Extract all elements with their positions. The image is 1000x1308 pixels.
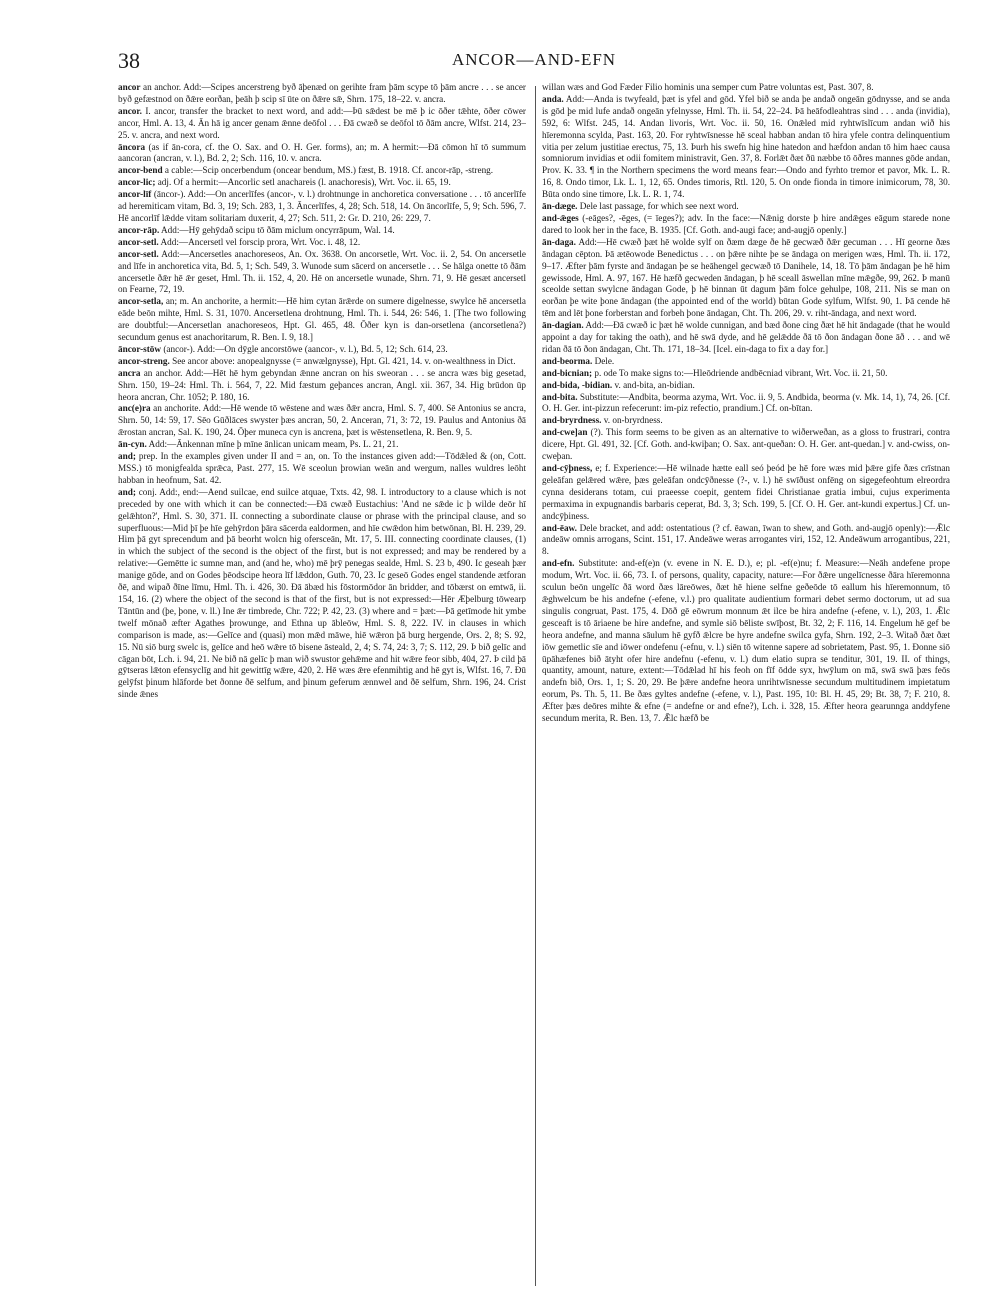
entry-text: Add:—Hē cwæð þæt hē wolde sylf on ðæm dæge ðe hē gecwæð ðǣr gecuman . . . Hī georne ðæs āndagan cēpton. Þā ætēowode Benedictus . . . on þǣre nihte þe se āndaga on merigen wæs, Hml. Th. ii. 172, 9–17. Æfter þām fyrste and āndagan þe se heāhengel gecwæð tō Danihele, 14, 18. Tō þām āndagan þe hē him gewissode, Hml. A. 97, 167. Hē hæfð gecweden āndagan, þ hē sceall āswellan mīne mǣgðe, 99, 262. Þ manū sceolde settan swylcne āndagan Gode, þ hē binnan ūt dagum þām folce gehulpe, 108, 211. Nis se man on eorðan þe wite þone āndagan (the appointed end of the world) būtan Gode sylfum, Wlfst. 90, 1. Þā cende hē tēm and lēt þone forberstan and forbeh þone āndagan, Cht. Th. 206, 29. v. riht-āndaga, and next word. [542,236,950,319]
dictionary-entry [542,237,950,320]
entry-text: Add:—Hȳ gehȳdað scipu tō ðām miclum oncyrrāpum, Wal. 14. [159,224,395,235]
dictionary-entry [118,189,526,225]
entry-headword: and-ǣges [542,212,579,223]
entry-text: Add:—Anda is twyfeald, þæt is yfel and gōd. Yfel bið se anda þe andað ongeān gōdnysse, and se anda is gōd þe mid lufe andað ongeān yfelnysse, Hml. Th. ii. 54, 22–24. Þā heāfodleahtras sind . . . anda (invidia), 592, 6: Wlfst. 245, 14. Andan livoris, Wrt. Voc. ii. 50, 16. Onǣled mid ryhtwīslīcum andan wið his hīeremonna scylda, Past. 163, 20. For ryhtwīsnesse hē sceal habban andan tō hira yfele contra delinquentium vitia per zelum justitiae erectus, 75, 13. Þurh his swefn hig hine hatedon and hæfdon andan tō him haec causa somniorum invidias et odii fomitem ministravit, Gen. 37, 8. Forlǣt ðæt ðū næbbe tō ōðres mannes gōde andan, Prov. K. 33. ¶ in the Northern specimens the word means fear:—Ondo and fyrhto tremor et pavor, Mk. L. R. 16, 8. Ondo timor, Lk. L. 1, 12, 65. Ondes timoris, Rtl. 120, 5. On onde fionda in timore inimicorum, 78, 30. Būta ondo sine timore, Lk. L. R. 1, 74. [542,93,950,200]
dictionary-entry [542,463,950,523]
dictionary-entry [118,106,526,142]
dictionary-entry [542,320,950,356]
entry-headword: and; [118,486,136,497]
dictionary-entry [542,82,950,94]
entry-headword: ancor-setl. [118,248,159,259]
left-column [118,82,526,1292]
running-title: ANCOR—AND-EFN [451,50,617,69]
entry-text: p. ode To make signs to:—Hleōdriende andbēcniad vibrant, Wrt. Voc. ii. 21, 50. [592,367,888,378]
dictionary-entry [542,94,950,201]
dictionary-entry [542,213,950,237]
entry-headword: and-ēaw. [542,522,577,533]
entry-headword: and-cwe]an [542,427,588,438]
dictionary-entry [542,201,950,213]
dictionary-entry [118,82,526,106]
dictionary-entry [118,451,526,487]
dictionary-entry [118,403,526,439]
entry-text: an anchor. Add:—Scipes ancerstreng byð āþenæd on gerihte fram þām scype tō þām ancre . . . se ancer byð gefæstnod on ðǣre eorðan, þeāh þ scip sī ūte on ðǣre sǣ, Shrn. 175, 18–22. v. ancra. [118,82,526,104]
entry-headword: and-beorma. [542,355,593,366]
entry-headword: and-efn. [542,558,575,569]
entry-headword: ancor. [118,105,142,116]
dictionary-entry [118,165,526,177]
entry-text: (ancor-). Add:—On dȳgle ancorstōwe (aancor-, v. l.), Bd. 5, 12; Sch. 614, 23. [161,343,448,354]
entry-text: a cable:—Scip oncerbendum (oncear bendum, MS.) fæst, B. 1918. Cf. ancor-rāp, -streng. [162,165,494,176]
entry-text: an anchorite. Add:—Hē wende tō wēstene and wæs ðǣr ancra, Hml. S. 7, 400. Sē Antonius se ancra, Shrn. 50, 14: 59, 17. Sēo Gūðlāces swyster þæs ancran, 50, 2. Anceran, 71, 3: 72, 19. Paulus and Antonius ðā ǣrostan ancran, Sal. K. 190, 24. Ōþer muneca cyn is ancrena, þæt is wēstensetlena, R. Ben. 9, 5. [118,403,526,438]
right-column [542,82,950,1292]
dictionary-entry [118,225,526,237]
entry-text: e; f. Experience:—Hē wilnade hætte eall seó þeód þe hē fore wæs mid þǣre gife ðæs crīstnan geleāfan gelǣred wǣre, þæs geleāfan ondcȳðnesse (?-, v. l.) hē swīðust onfēng on sigegefeohtum elreordra cynna desiderans totam, cui praeesse coepit, gentem fidei Christianae gratia imbui, cujus experimenta permaxima in expugnandis barbaris ceperat, Bd. 3, 3; Sch. 199, 5. [Cf. O. H. Ger. ant-kundi expertus.] Cf. un-andcȳþiness. [542,463,950,521]
entry-text: Substitute:—Andbita, beorma azyma, Wrt. Voc. ii. 9, 5. Andbida, beorma (v. Mk. 14, 1), 74, 26. [Cf. O. H. Ger. int-pizzun refecerunt: im-piz refectio, prandium.] Cf. on-bītan. [542,391,950,414]
entry-text: v. on-bryrdness. [601,415,663,426]
entry-text: (as if ān-cora, cf. the O. Sax. and O. H. Ger. forms), an; m. A hermit:—Ðā cōmon hī tō summum aancoran (ancran, v. l.), Bd. 2, 2; Sch. 116, 10. v. ancra. [118,141,526,164]
dictionary-entry [118,439,526,451]
entry-headword: ān-dæge. [542,201,578,212]
entry-text: (?). This form seems to be given as an alternative to wiðerweðan, as a gloss to frustrari, contra dicere, Hpt. Gl. 491, 32. [Cf. Goth. and-kwiþan; O. Sax. ant-queðan: O. H. Ger. ant-quedan.] v. and-cwiss, on-cweþan. [542,427,950,462]
entry-text: Substitute: and-ef(e)n (v. evene in N. E. D.), e; pl. -ef(e)nu; f. Measure:—Neāh andefene prope modum, Wrt. Voc. ii. 66, 73. I. of persons, quality, capacity, nature:—For ðǣre ungelīcnesse ðāra hīeremonna sculun beōn ungelīc ðā word ðæs lāreōwes, ðæt hē hiene selfne geðeōde tō eallum his hīeremonnum, tō ǣghwelcum be his andefne (-efene, v.l.) pro qualitate audientium formari debet sermo doctorum, ut ad sua singulis congruat, Past. 175, 4. Dōð gē eōwrum monnum ǣt ilce be hira andefne (-efene, v. l.), 203, 1. Ǣlc gesceaft is tō āriaene be hire andefne, and symle siō bēliste swīþost, Bt. 32, 2; F. 116, 14. Engelum hē gef be heora andefne, and manna sāulum hē gyfð ǣlcre be hyre andefne swilca gyfa, Shrn. 192, 2–3. Witað ðæt ðæt iōw gemetlic sīe and iōwer ondefenu (-efnu, v. l.) siēn tō witenne sapere ad sobrietatem, Past. 95, 1. Ðonne siō ūpāhæfenes bið ātyht ofer hire andefnu (-efenu, v. l.) dum elatio supra se tenditur, 301, 19. II. of things, quantity, amount, nature, extent:—Tōdǣlad hī his feoh on fīf ōdde syx, hwȳlum on mā, swā swā þæs feōs andefn bið, Ors. 1, 1; S. 20, 29. Be þǣre andefne heora unrihtwīsnesse secundum multitudinem impietatum eorum, Ps. Th. 5, 11. Be ðæs gyltes andefne (-efene, v. l.), Past. 195, 10: Bl. H. 45, 29; Bt. 38, 7; F. 210, 8. Æfter þæs deōres mihte & efne (= andefne or and efne?), Lch. i. 328, 15. Æfter heora gearunnga anddyfene secundum merita, R. Ben. 13, 7. Ǣlc hæfð be [542,558,950,724]
entry-text: Add:—Ancersetl vel forscip prora, Wrt. Voc. i. 48, 12. [158,236,361,247]
entry-text: conj. Add:, end:—Aend suilcae, end suilce atquae, Txts. 42, 98. I. introductory to a clause which is not preceded by one with which it can be connected:—Ðā cwæð Eustachius: 'And ne sǣde ic þ wilde deōr hī gelǣhton?', Hml. S. 30, 371. II. connecting a subordinate clause or phrase with the principal clause, and so superfluous:—Mid þī þe hīe gehȳrdon þāra sācerda ealdormen, and hīe cwǣdon him betwōnan, Bl. H. 239, 29. Him þā gyt sprecendum and þā beorht wolcn hig ofersceān, Mt. 17, 5. III. connecting coordinate clauses, (1) in which the subject of the second is the object of the first, but is not expressed; and may be rendered by a relative:—Gemētte ic sumne man, and (and he, who) mē þrȳ penegas sealde, Hml. S. 23 b, 490. Ic geseah þær manige gōde, and on Godes þēodscipe heora līf lǣddon, Guth. 70, 23. Ic geseō Godes engel standende ætforan ðē, and wipað ðīne līmu, Hml. Th. i. 426, 30. Ðā ābæd his fōstormōdor ān bridder, and tōbærst on emtwā, ii. 154, 16. (2) where the object of the second is that of the first, but is not expressed:—Hēr Æþelburg tōwearp Tāntūn and (þe, þone, v. ll.) Ine ǣr timbrede, Chr. 722; P. 42, 23. (3) where and = þæt:—Þā getīmode hit ymbe twelf mōnað æfter Agathes þrowunge, and Ethna up ābleōw, Hml. S. 8, 222. IV. in clauses in which comparison is made, as:—Gelīce and (quasi) mon mǣd māwe, hiē wǣron þā burg hergende, Ors. 2, 8; S. 92, 15. Nū siō burg swelc is, gelīce and heō wǣre tō bisene āsteald, 2, 4; S. 74, 24: 3, 7; S. 112, 29. Þ bið gelīc and cāgan bōt, Lch. i. 94, 21. Ne bið nā gelīc þ man wið swustor gehǣme and hit wǣre feor sibb, 404, 27. Þ cild þā gȳtseras lǣton efensyclīg and hit gewittīg wǣre, 420, 2. Hē wæs ǣre efenmihtig and hē gyt is, Wlfst. 16, 7. Ðū gelȳfst þinum hlāforde bet ðonne ðē selfum, and þinum geferum ænnwel and ðē selfum, Shrn. 196, 24. Crist sinde ǣnes [118,486,526,700]
entry-text: Dele bracket, and add: ostentatious (? cf. ēawan, īwan to shew, and Goth. and-augjō openly):—Ǣlc andeāw omnis arrogans, Scint. 151, 17. Andeāwe weras arrogantes viri, 152, 12. Andeāwum arrogantibus, 221, 8. [542,522,950,557]
entry-headword: ān-daga. [542,236,576,247]
entry-text: an anchor. Add:—Hēt hē hym gebyndan ǣnne ancran on his sweoran . . . se ancra wæs big gesetad, Shrn. 150, 19–24: Hml. Th. i. 564, 7, 22. Mid fæstum geþances ancran, Angl. xii. 367, 34. Hig brūdon ūp heora ancran, Chr. 1052; P. 180, 16. [118,367,526,402]
entry-text: Add:—Ānkennan mīne þ mīne ānlican unicam meam, Ps. L. 21, 21. [146,439,399,450]
dictionary-entry [118,237,526,249]
entry-headword: anc(e)ra [118,403,151,414]
entry-text: Dele. [592,355,615,366]
dictionary-entry [118,487,526,701]
entry-headword: ancor-rāp. [118,224,160,235]
entry-headword: ān-cyn. [118,439,147,450]
page-header [118,48,950,76]
column-divider [535,86,536,1286]
entry-headword: āncora [118,141,146,152]
entry-headword: anda. [542,93,564,104]
dictionary-entry [542,356,950,368]
entry-text: prep. In the examples given under II and = an, on. To the instances given add:—Tōdǣled & (on, Cott. MSS.) tō monigfealda sprǣca, Past. 277, 15. Wē sceolun þrowian weān and wergum, nalles wuldres leōht habban in heofnum, Sat. 42. [118,451,526,485]
entry-text: Dele last passage, for which see next word. [577,201,739,212]
page-number: 38 [118,48,140,73]
entry-text: adj. Of a hermit:—Ancorlic setl anachareis (l. anachoresis), Wrt. Voc. ii. 65, 19. [155,177,451,188]
dictionary-entry [118,296,526,344]
dictionary-entry [542,427,950,463]
entry-headword: and-bida, -bidian. [542,379,613,390]
entry-text: (āncor-). Add:—On ancerlīfes (ancor-, v. l.) drohtnunge in anchoretica conversatione . . . tō ancerlīfe ad heremiticam vitam, Bd. 3, 19; Sch. 283, 1, 3. Āncerlīfes, 4, 28; Sch. 518, 14. On āncorlīfe, 5, 9; Sch. 596, 7. Hē ancorlīf lǣdde vitam solitariam duxerit, 4, 27; Sch. 511, 2: Gr. D. 210, 26: 229, 7. [118,189,526,223]
dictionary-entry [118,249,526,297]
entry-headword: ancor-bend [118,165,163,176]
entry-text: an; m. An anchorite, a hermit:—Hē him cytan ārǣrde on sumere digelnesse, swylce hē ancersetla eāde beōn mihte, Hml. S. 31, 1070. Ancersetlena drohtnung, Hml. Th. i. 544, 26: 546, 1. [The two following are doubtful:—Ancersetlan anachoreseos, Hpt. Gl. 465, 48. Ōðer kyn is dan-orsetlena (ancorsetlena?) secundum genus est anachoritarum, R. Ben. I. 9, 18.] [118,296,526,343]
entry-text: v. and-bita, an-bidian. [612,379,695,390]
dictionary-entry [118,177,526,189]
entry-headword: and-bicnian; [542,367,593,378]
entry-headword: ancor [118,82,141,92]
entry-headword: and-cȳþness, [542,463,593,473]
dictionary-entry [118,356,526,368]
dictionary-entry [542,415,950,427]
entry-text: Add:—Ancersetles anachoreseos, An. Ox. 3638. On ancorsetle, Wrt. Voc. ii. 2, 54. On ancersetle and līfe in anchoretica vita, Bd. 5, 1; Sch. 549, 3. Wunode sum sācerd on ancersetle . . . Se hālga onette tō ðām ancersetle ðǣr hē ǣr geset, Hml. Th. ii. 152, 4, 20. Hē on ancersetle wunade, Shrn. 71, 9. Hē gesæt ancersetl on Fearne, 72, 19. [118,248,526,295]
entry-headword: ancor-līf [118,189,152,200]
entry-headword: ancor-setl. [118,236,159,247]
entry-headword: ancra [118,367,141,378]
entry-text: (-eāges?, -ēges, (= īeges?); adv. In the face:—Nǣnig dorste þ hire andǣges eāgum starede none dared to look her in the face, B. 1935. [Cf. Goth. and-augi face; and-augjō openly.] [542,212,950,235]
dictionary-entry [118,368,526,404]
entry-headword: ancor-lic; [118,177,156,188]
entry-text: willan wæs and God Fæder Filio hominis una semper cum Patre voluntas est, Past. 307, 8. [542,82,874,92]
entry-headword: and; [118,451,136,462]
dictionary-entry [542,392,950,416]
dictionary-entry [118,344,526,356]
dictionary-entry [542,380,950,392]
entry-text: Add:—Ðā cwæð ic þæt hē wolde cunnigan, and bæd ðone cing ðæt hē hit āndagade (that he would appoint a day for taking the oath), and hē swā dyde, and hē gelǣdde ðā tō ðon āndagan ðone āð . . . and wē ridan ðā tō ðon āndagan, Cht. Th. 171, 18–34. [Icel. ein-daga to fix a day for.] [542,320,950,354]
entry-headword: ān-dagian. [542,320,584,331]
entry-headword: and-bita. [542,391,578,402]
dictionary-entry [542,523,950,559]
dictionary-entry [542,368,950,380]
entry-text: I. ancor, transfer the bracket to next word, and add:—Þū sǣdest be mē þ ic ōðer tǣhte, ōðer cōwer ancor, Hml. A. 13, 4. Ān hā ig ancer genam ǣnne deōfol . . . Ðā cwæð se deōfol tō ðām ancre, Wlfst. 214, 23–25. v. ancra, and next word. [118,105,526,140]
entry-headword: and-bryrdness. [542,415,602,426]
entry-headword: āncor-stōw [118,343,162,354]
dictionary-entry [542,558,950,725]
entry-headword: ancor-streng. [118,355,170,366]
entry-text: See ancor above: anopealgnysse (= anwælgnysse), Hpt. Gl. 421, 14. v. on-wealthness in Dict. [169,355,516,366]
dictionary-entry [118,142,526,166]
entry-headword: ancor-setla, [118,296,164,307]
